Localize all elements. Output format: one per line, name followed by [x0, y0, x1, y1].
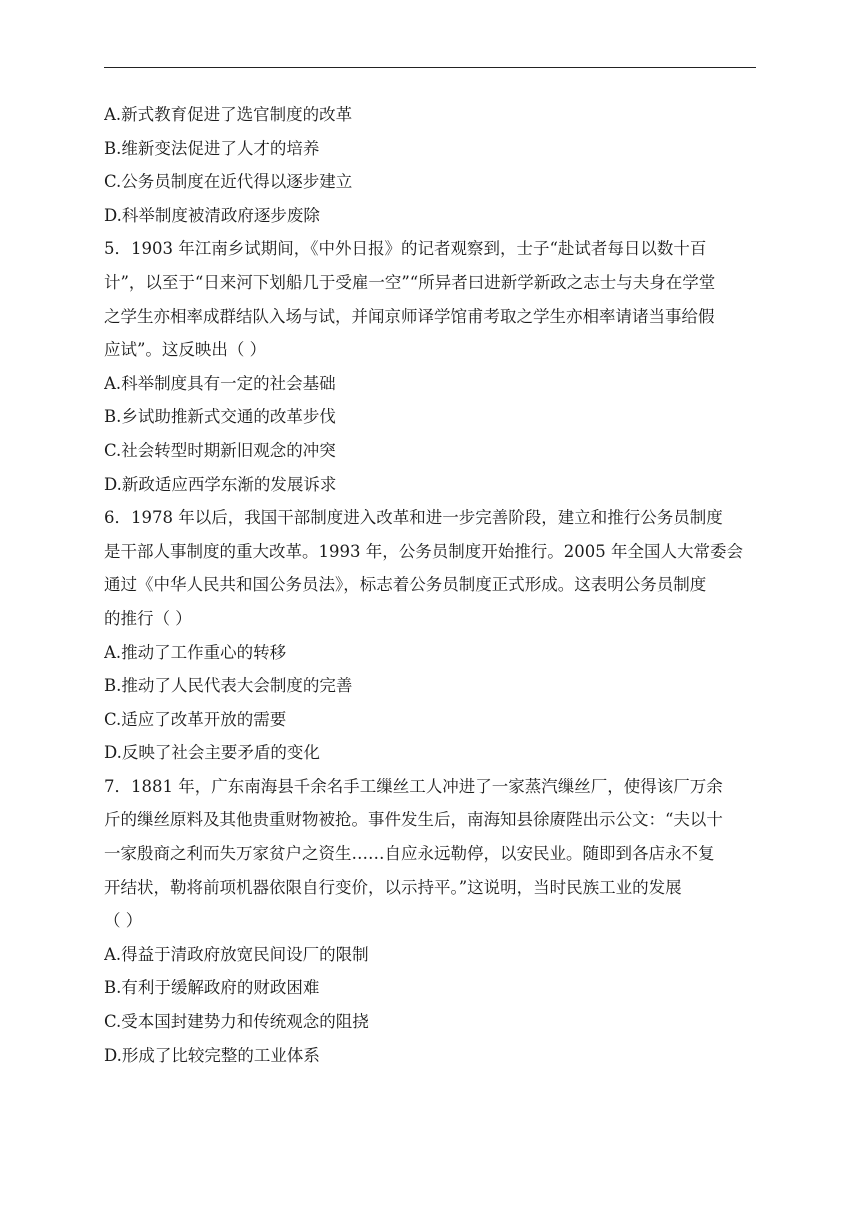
question-6-stem: 6．1978 年以后，我国干部制度进入改革和进一步完善阶段，建立和推行公务员制度 — [104, 508, 723, 528]
question-7-stem: 斤的缫丝原料及其他贵重财物被抢。事件发生后，南海知县徐赓陛出示公文：“夫以十 — [104, 810, 723, 830]
question-5-stem: 之学生亦相率成群结队入场与试，并闻京师译学馆甫考取之学生亦相率请诸当事给假 — [104, 306, 715, 326]
question-5-option-c: C.社会转型时期新旧观念的冲突 — [104, 440, 336, 460]
question-5-stem: 5．1903 年江南乡试期间，《中外日报》的记者观察到，士子“赴试者每日以数十百 — [104, 239, 707, 259]
question-6-option-c: C.适应了改革开放的需要 — [104, 709, 287, 729]
question-6-option-a: A.推动了工作重心的转移 — [104, 642, 287, 662]
question-6-stem: 是干部人事制度的重大改革。1993 年，公务员制度开始推行。2005 年全国人大常委会 — [104, 541, 743, 561]
question-7-stem: （ ） — [104, 911, 143, 931]
question-5-option-b: B.乡试助推新式交通的改革步伐 — [104, 407, 336, 427]
option-line: D.科举制度被清政府逐步废除 — [104, 205, 320, 225]
question-5-option-a: A.科举制度具有一定的社会基础 — [104, 373, 336, 393]
question-7-option-b: B.有利于缓解政府的财政困难 — [104, 978, 320, 998]
question-6-stem: 通过《中华人民共和国公务员法》，标志着公务员制度正式形成。这表明公务员制度 — [104, 575, 707, 595]
question-7-stem: 7．1881 年，广东南海县千余名手工缫丝工人冲进了一家蒸汽缫丝厂，使得该厂万余 — [104, 776, 723, 796]
question-7-stem: 开结状，勒将前项机器依限自行变价，以示持平。”这说明，当时民族工业的发展 — [104, 877, 682, 897]
question-5-stem: 计”，以至于“日来河下划船几于受雇一空”“所异者曰进新学新政之志士与夫身在学堂 — [104, 272, 716, 292]
question-7-option-d: D.形成了比较完整的工业体系 — [104, 1045, 320, 1065]
question-5-stem: 应试”。这反映出（ ） — [104, 340, 267, 360]
question-7-stem: 一家殷商之利而失万家贫户之资生……自应永远勒停，以安民业。随即到各店永不复 — [104, 844, 715, 864]
question-content — [104, 98, 752, 1072]
option-line: A.新式教育促进了选官制度的改革 — [104, 105, 353, 124]
question-5-option-d: D.新政适应西学东渐的发展诉求 — [104, 474, 337, 494]
option-line: C.公务员制度在近代得以逐步建立 — [104, 172, 353, 192]
question-7-option-a: A.得益于清政府放宽民间设厂的限制 — [104, 944, 369, 964]
question-7-option-c: C.受本国封建势力和传统观念的阻挠 — [104, 1012, 369, 1032]
question-6-stem: 的推行（ ） — [104, 608, 192, 628]
option-line: B.维新变法促进了人才的培养 — [104, 138, 320, 158]
question-6-option-d: D.反映了社会主要矛盾的变化 — [104, 743, 320, 763]
header-rule — [104, 67, 756, 68]
question-6-option-b: B.推动了人民代表大会制度的完善 — [104, 676, 353, 696]
